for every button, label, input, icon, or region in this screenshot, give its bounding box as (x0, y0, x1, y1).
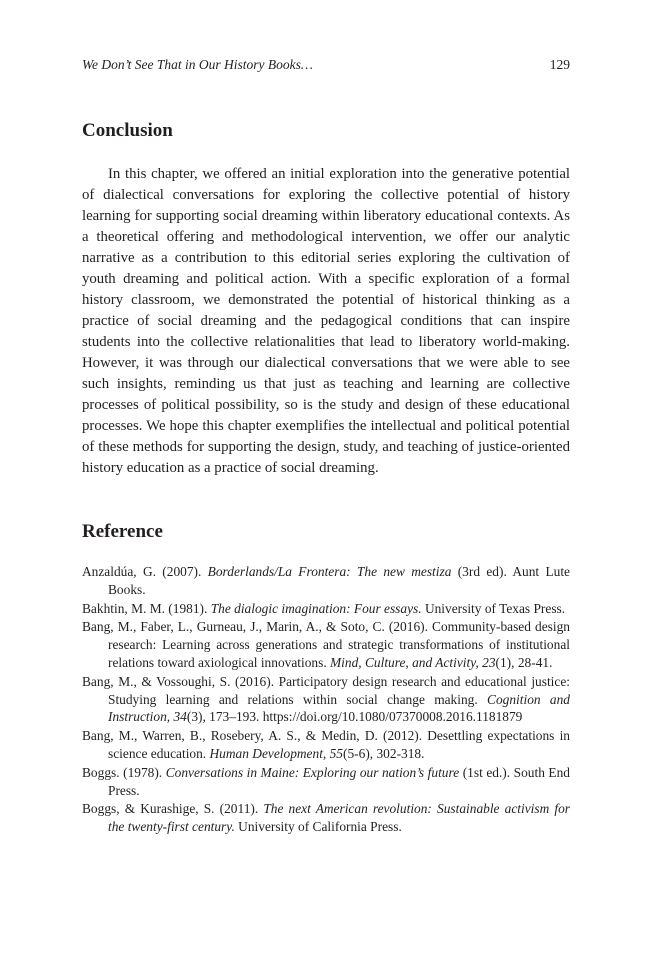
reference-item: Boggs. (1978). Conversations in Maine: Exploring our nation’s future (1st ed.). South End Press. (82, 764, 571, 798)
conclusion-heading: Conclusion (82, 120, 173, 141)
page-number: 129 (549, 57, 570, 72)
conclusion-paragraph: In this chapter, we offered an initial exploration into the generative potential of dialectical conversations for exploring the collective potential of history learning for supporting social dreaming within liberatory educational contexts. As a theoretical offering and methodological intervention, we offer our analytic narrative as a contribution to this editorial series exploring the cultivation of youth dreaming and political action. With a specific exploration of a formal history classroom, we demonstrated the potential of historical thinking as a practice of social dreaming and the pedagogical conditions that can inspire students into the collective relationalities that lead to liberatory world-making. However, it was through our dialectical conversations that we were able to see such insights, reminding us that just as teaching and learning are collective processes of political possibility, so is the study and design of these educational processes. We hope this chapter exemplifies the intellectual and political potential of these methods for supporting the design, study, and teaching of justice-oriented history education as a practice of social dreaming. (82, 166, 570, 476)
reference-heading: Reference (82, 521, 163, 542)
reference-item: Bang, M., Faber, L., Gurneau, J., Marin, A., & Soto, C. (2016). Community-based design research: Learning across generations and strategic transformations of institutional relations toward axiological innovations. Mind, Culture, and Activity, 23(1), 28-41. (82, 619, 570, 670)
running-title: We Don’t See That in Our History Books… (82, 57, 313, 72)
reference-item: Boggs, & Kurashige, S. (2011). The next American revolution: Sustainable activism for the twenty-first century. University of California Press. (82, 801, 570, 835)
reference-item: Anzaldúa, G. (2007). Borderlands/La Frontera: The new mestiza (3rd ed). Aunt Lute Books. (82, 564, 571, 597)
reference-item: Bang, M., Warren, B., Rosebery, A. S., & Medin, D. (2012). Desettling expectations in science education. Human Development, 55(5-6), 302-318. (82, 728, 570, 761)
reference-item: Bang, M., & Vossoughi, S. (2016). Participatory design research and educational justice: Studying learning and relations within social change making. Cognition and Instruction, 34(3), 173–193. https://doi.org/10.1080/07370008.2016.1181879 (82, 673, 570, 725)
reference-item: Bakhtin, M. M. (1981). The dialogic imagination: Four essays. University of Texas Press. (82, 600, 566, 616)
running-header (82, 56, 570, 74)
reference-list (82, 563, 570, 837)
